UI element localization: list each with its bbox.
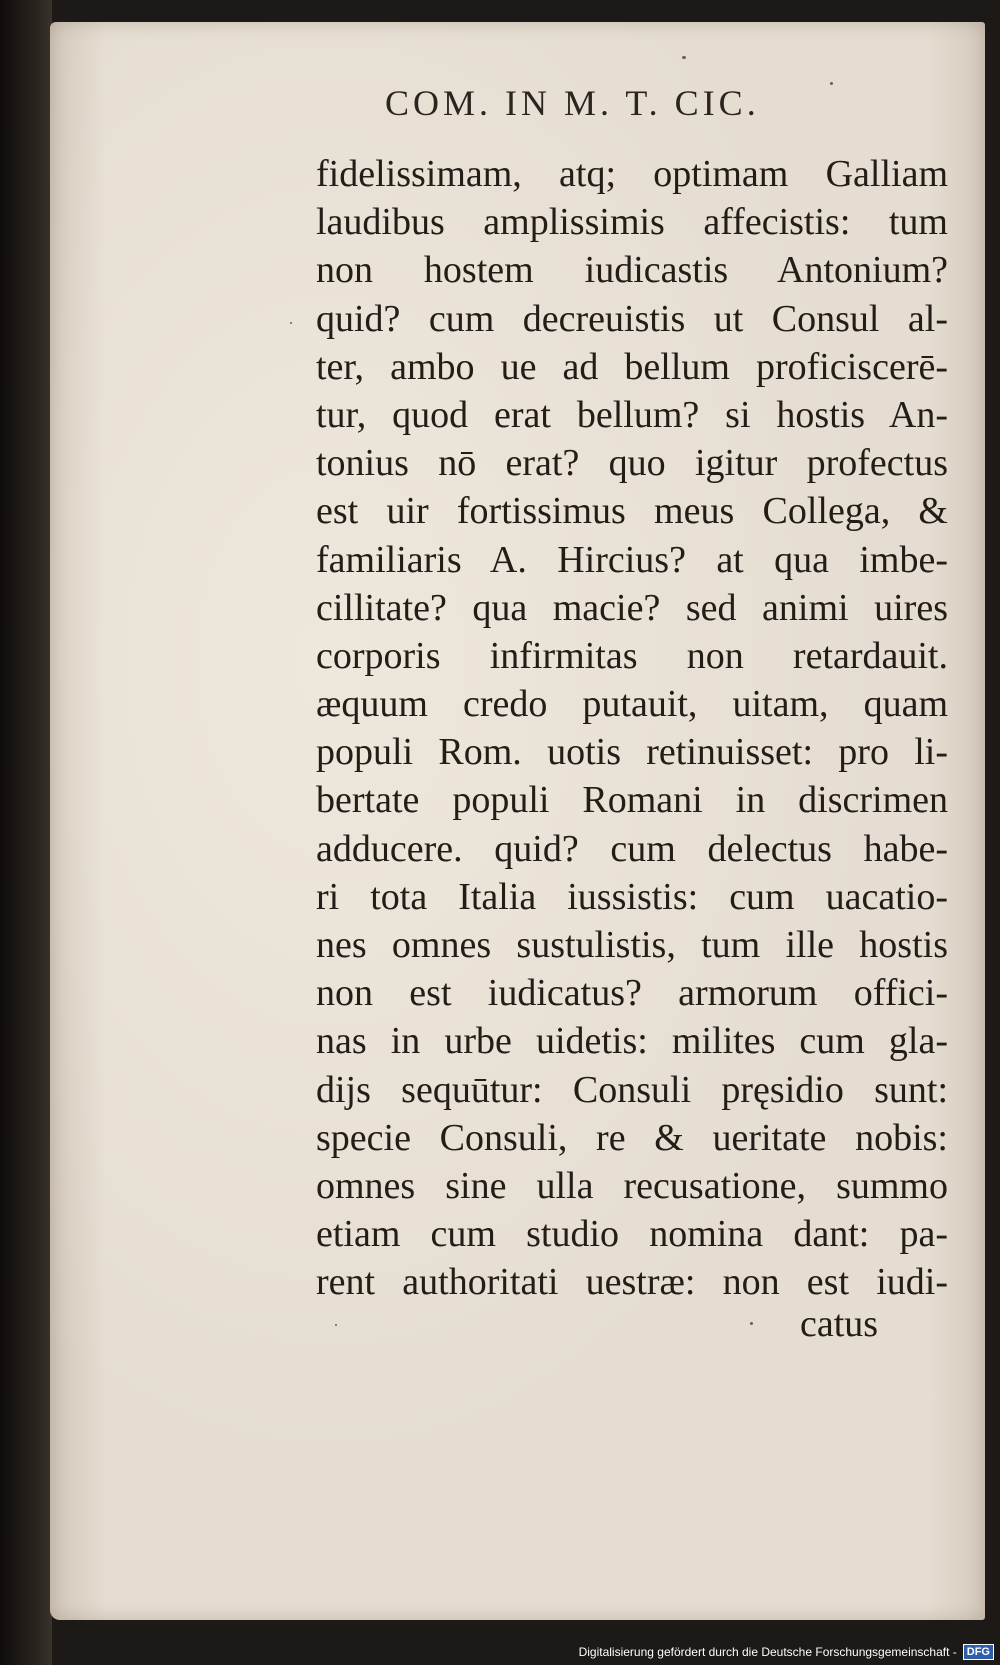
text-line: corporis infirmitas non retardauit. [316, 634, 948, 677]
text-line: laudibus amplissimis affecistis: tum [316, 201, 948, 244]
paper-speck [682, 56, 686, 59]
text-line: etiam cum studio nomina dant: pa- [316, 1213, 948, 1256]
text-line: ter, ambo ue ad bellum proficiscerē- [316, 345, 948, 388]
catchword: catus [800, 1303, 879, 1345]
text-line: est uir fortissimus meus Collega, & [316, 490, 948, 533]
text-line: familiaris A. Hircius? at qua imbe- [316, 538, 948, 581]
text-line: tur, quod erat bellum? si hostis An- [316, 393, 948, 436]
text-line: quid? cum decreuistis ut Consul al- [316, 297, 948, 340]
text-line: fidelissimam, atq; optimam Galliam [316, 153, 948, 195]
text-line: omnes sine ulla recusatione, summo [316, 1164, 948, 1207]
body-text [316, 150, 956, 1307]
text-line: adducere. quid? cum delectus habe- [316, 827, 948, 870]
text-line: cillitate? qua macie? sed animi uires [316, 586, 948, 629]
text-line: specie Consuli, re & ueritate nobis: [316, 1116, 948, 1159]
text-line: dijs sequūtur: Consuli pręsidio sunt: [316, 1068, 948, 1111]
dfg-logo: DFG [963, 1644, 994, 1660]
running-head: COM. IN M. T. CIC. [385, 83, 760, 123]
digitization-credit [579, 1641, 994, 1663]
book-spine-shadow [0, 0, 52, 1665]
text-line: rent authoritati uestræ: non est iudi- [316, 1261, 948, 1304]
text-line: ri tota Italia iussistis: cum uacatio- [316, 875, 948, 918]
paper-speck [290, 322, 292, 324]
text-line: populi Rom. uotis retinuisset: pro li- [316, 731, 948, 774]
credit-text: Digitalisierung gefördert durch die Deutsche Forschungsgemeinschaft - [578, 1645, 957, 1659]
text-line: bertate populi Romani in discrimen [316, 779, 948, 822]
text-line: tonius nō erat? quo igitur profectus [316, 442, 948, 485]
paper-speck [750, 1322, 753, 1325]
text-line: nes omnes sustulistis, tum ille hostis [316, 924, 948, 966]
text-line: nas in urbe uidetis: milites cum gla- [316, 1020, 948, 1063]
text-line: non est iudicatus? armorum offici- [316, 972, 948, 1015]
paper-speck [335, 1324, 337, 1326]
text-line: non hostem iudicastis Antonium? [316, 249, 948, 292]
text-line: æquum credo putauit, uitam, quam [316, 683, 948, 726]
